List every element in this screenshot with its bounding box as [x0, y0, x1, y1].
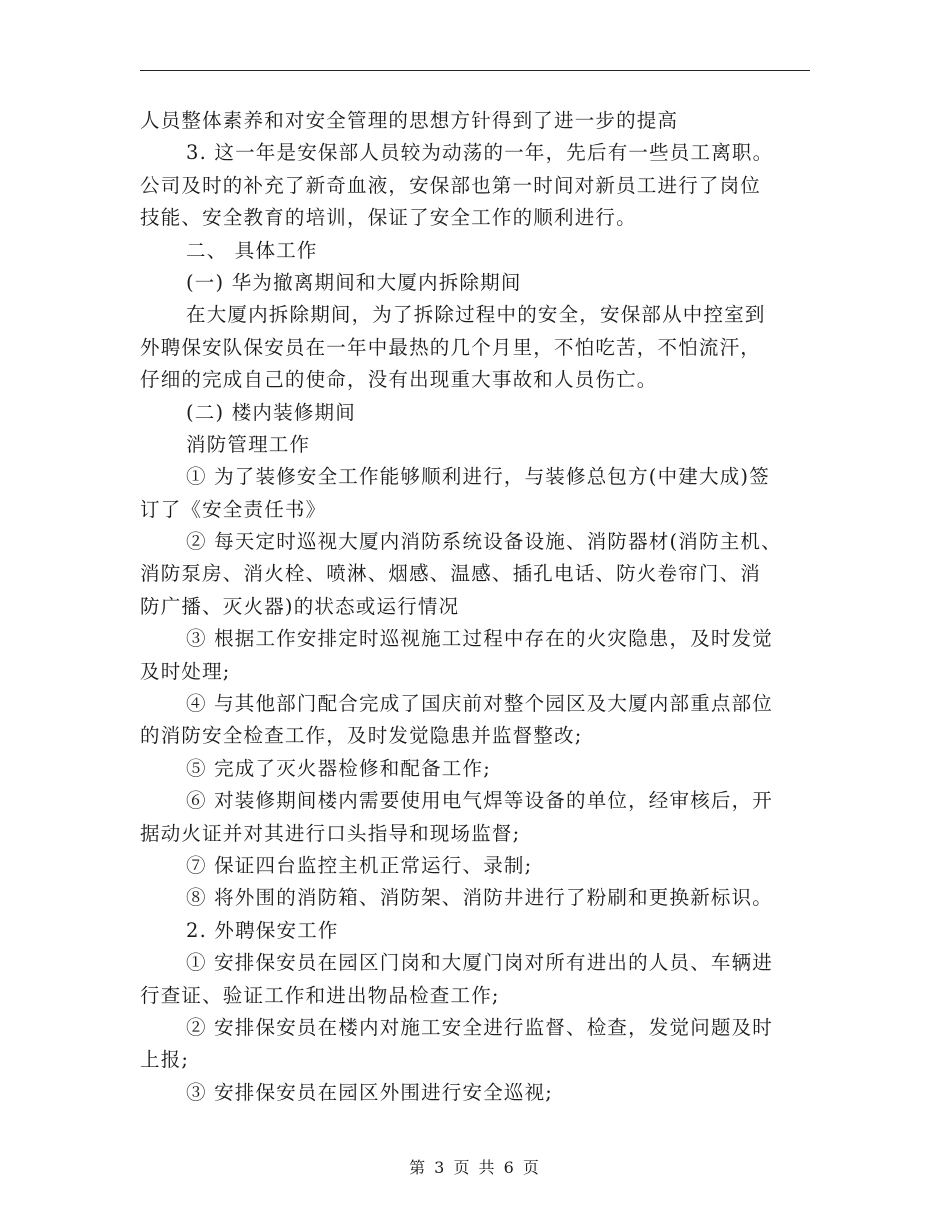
text-line: ⑤ 完成了灭火器检修和配备工作;: [186, 756, 491, 780]
text-line: 订了《安全责任书》: [140, 497, 327, 521]
text-line: 二、 具体工作: [186, 238, 318, 262]
text-line: ① 为了装修安全工作能够顺利进行，与装修总包方(中建大成)签: [186, 465, 770, 489]
text-line: ① 安排保安员在园区门岗和大厦门岗对所有进出的人员、车辆进: [186, 951, 773, 975]
text-line: 消防管理工作: [186, 432, 311, 456]
text-line: ② 每天定时巡视大厦内消防系统设备设施、消防器材(消防主机、: [186, 530, 782, 554]
text-line: ③ 安排保安员在园区外围进行安全巡视;: [186, 1080, 554, 1104]
text-line: ③ 根据工作安排定时巡视施工过程中存在的火灾隐患，及时发觉: [186, 627, 773, 651]
text-line: ② 安排保安员在楼内对施工安全进行监督、检查，发觉问题及时: [186, 1015, 773, 1039]
text-line: 上报;: [140, 1048, 190, 1072]
text-line: 行查证、验证工作和进出物品检查工作;: [140, 983, 500, 1007]
text-line: 及时处理;: [140, 659, 231, 683]
text-line: ⑧ 将外围的消防箱、消防架、消防井进行了粉刷和更换新标识。: [186, 886, 773, 910]
text-line: 的消防安全检查工作，及时发觉隐患并监督整改;: [140, 724, 583, 748]
text-line: 防广播、灭火器)的状态或运行情况: [140, 594, 460, 618]
text-line: 仔细的完成自己的使命，没有出现重大事故和人员伤亡。: [140, 368, 658, 392]
text-line: 2. 外聘保安工作: [186, 918, 339, 942]
page-footer: 第 3 页 共 6 页: [409, 1158, 541, 1177]
text-line: 在大厦内拆除期间，为了拆除过程中的安全，安保部从中控室到: [186, 303, 766, 327]
text-line: 人员整体素养和对安全管理的思想方针得到了进一步的提高: [140, 109, 679, 132]
text-line: 公司及时的补充了新奇血液，安保部也第一时间对新员工进行了岗位: [140, 173, 762, 197]
text-line: 外聘保安队保安员在一年中最热的几个月里，不怕吃苦，不怕流汗，: [140, 335, 762, 359]
text-line: ④ 与其他部门配合完成了国庆前对整个园区及大厦内部重点部位: [186, 692, 773, 716]
text-line: 据动火证并对其进行口头指导和现场监督;: [140, 821, 521, 845]
text-line: ⑦ 保证四台监控主机正常运行、录制;: [186, 853, 533, 877]
text-line: 消防泵房、消火栓、喷淋、烟感、温感、插孔电话、防火卷帘门、消: [140, 562, 762, 586]
document-body: [140, 105, 812, 1109]
text-line: ⑥ 对装修期间楼内需要使用电气焊等设备的单位，经审核后，开: [186, 789, 773, 813]
text-line: 技能、安全教育的培训，保证了安全工作的顺利进行。: [140, 206, 637, 230]
text-line: 3. 这一年是安保部人员较为动荡的一年，先后有一些员工离职。: [186, 141, 774, 165]
text-line: (一) 华为撤离期间和大厦内拆除期间: [186, 270, 522, 294]
header-rule: [140, 70, 810, 71]
text-line: (二) 楼内装修期间: [186, 400, 356, 424]
